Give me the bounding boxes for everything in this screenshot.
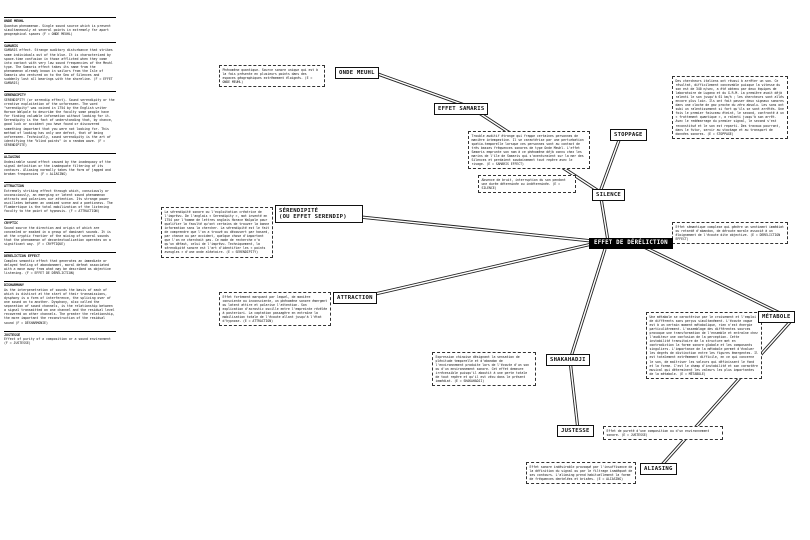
- glossary-text: Sound source the direction and origin of which are concealed or masked in a group of dominant sounds. It is at the cryptic frontier of the mixing of several sounds that the phenomenon of decontextualization operates on a significant way. (F = CRYPTIQUE): [4, 225, 111, 247]
- term-aliasing: ALIASING: [640, 463, 677, 475]
- glossary-text: Effect of purity of a composition or a sound environment (F = JUSTESSE): [4, 337, 111, 346]
- glossary-text: As the interpenetration of sounds the basis of each of which is distinct at the start of their transmissions, dysphony is a form of interference, the splicing over of one sound on to another. Dysphony, also called the separation of sound channels, is the relationship between a signal transmitted on one channel and the residual level recovered on other channels. The greater the relationship, the more important the reconstruction of the residual sound (F = DÉSHARMONIE): [4, 287, 115, 325]
- glossary-text: Extremely striking effect through which, consciously or unconsciously, an emerging or latent sound phenomenon attracts and polarizes our attention. Its strange power oscillates between an unmixed scene and a poeticness. The Flambertique is the total mobilization of the listening faculty to the point of hypnosis. (F = ATTRACTION): [4, 188, 113, 214]
- glossary-entry-justesse: [4, 331, 116, 346]
- term-serendipite: [275, 205, 363, 223]
- term-stoppage: STOPPAGE: [610, 129, 647, 141]
- glossary-term: ATTRACTION: [4, 182, 116, 188]
- term-metabole: MÉTABOLE: [758, 311, 795, 323]
- glossary-term: ALIASING: [4, 153, 116, 159]
- definition-attraction: Effet fortement marquant par lequel, de manière consciente ou inconsciente, un phénomène sonore émergent ou latent attire et polarise l'attention. Son explication d'acrostic oscille entre l'empreinte révélée à posteriori. La captation passagère en entraîne la mobilisation totale de l'écoute allant jusqu'à l'état d'hypnose. (E = ATTRACTION): [219, 292, 331, 326]
- definition-dereliction: Effet sémantique complexe qui génère un sentiment immédiat ou retardé d'abandon, de déroute morale associé à un éloignement de l'écoute dite objective. (E = DERELICTION EFFECT): [672, 222, 788, 244]
- term-onde-meuhl: ONDE MEUHL: [335, 67, 379, 79]
- glossary-text: Complex semantic effect that generates an immediate or delayed feeling of abandonment, moral defeat associated with a move away from what may be described as objective listening. (F = EFFET DE DÉRÉLICTION): [4, 258, 111, 276]
- definition-metabole: Une métabole se caractérise par le croisement et l'emploi de différents sons perçus simultanément. L'écoute vague est à un certain moment métabolique, rien n'est énergie particulièrement. L'assemblage des différentes sources provoque une transformation de l'ensemble et entraîne chez l'auditeur une confusion de la perception. Cette instabilité transitoire de la structure met en contradiction la forme sonore globale et les composants singuliers. L'importance de la métabole permet d'évaluer les degrés de distinction entre les figures émergentes. Il est totalement extrêmement difficile, en ce qui concerne le son, de maîtriser les valeurs qui définissent le fond et la forme. C'est le champ d'instabilité et son caractère musical qui déterminent les valeurs les plus importantes de la métabole. (E = MÉTABOLE): [646, 312, 762, 379]
- definition-onde-meuhl: Phénomène quantique. Source sonore unique qui est à la fois présente en plusieurs points dans des espaces géographiques extrêmement éloignés. (E = ONDE MEUHL): [219, 65, 325, 87]
- definition-aliasing: Effet sonore indésirable provoqué par l'insuffisance de la définition du signal ou par le filtrage inadéquat de ses contours. L'aliasing prend habituellement la forme de fréquences dentelées et brisées. (E = ALIASING): [526, 462, 636, 484]
- glossary-term: SAMARIS: [4, 42, 116, 48]
- glossary-term: ONDE MEUHL: [4, 17, 116, 23]
- term-justesse: JUSTESSE: [557, 425, 594, 437]
- glossary-term: DISHARMONY: [4, 281, 116, 287]
- term-shakahadji: SHAKAHADJI: [546, 354, 590, 366]
- glossary-term: DERELICTION EFFECT: [4, 252, 116, 258]
- glossary-entry-attraction: [4, 182, 116, 213]
- glossary-text: Quantum phenomenon. Single sound source which is present simultaneously at several points in extremely far apart geographical spaces (F = ONDE MEUHL): [4, 23, 111, 36]
- definition-serendipite: La sérendipité sonore ou l'exploitation créatrice de l'imprévu. De l'anglais « Serendipity », mot inventé en 1754 par l'homme de lettres anglais Horace Walpole pour qualifier la faculté qu'ont certains de trouver la bonne information sans la chercher. La sérendipité est le fait de comprendre que l'on a trouvé ou découvert par hasard, par chance ou par accident, quelque chose d'important que l'on ne cherchait pas. Ce mode de recherche n'a qu'un défaut, celui de l'imprévu. Techniquement, la sérendipité sonore est l'art d'identifier les « points aveugles » d'une onde aléatoire. (E = SERENDIPITY): [161, 207, 273, 258]
- definition-stoppage: Des chercheurs italiens ont réussi à arrêter un son. Ce résultat, difficilement concevable puisque la vitesse du son est de 340 m/sec, a été obtenu par deux équipes de laboratoire de Lugano et du G.R.M. La première avait déjà ralenti le son jusqu'à 61 km/h ; les chercheurs sont allés encore plus loin. Ils ont fait passer deux signaux sonores dans une cloche de gaz proche du zéro absolu. Les sons ont subi un ralentissement si fort qu'ils se sont arrêtés. Une fois le premier faisceau éteint, le second, confronté à un « frottement quantique », a ralenti jusqu'à son arrêt. Avec le redémarrage du premier signal, le second s'est reconstitué et le son est reparti. Des travaux pourront, dans le futur, servir au stockage et au transport de données sonores. (E = STOPPAGE): [672, 76, 788, 139]
- glossary-term: JUSTESSE: [4, 331, 116, 337]
- definition-shakahadji: Expression chinoise désignant la sensation de plénitude temporelle et d'abandon de l'environnement produite lors de l'écoute d'un son ou d'un environnement sonore. Cet effet demeure irrécessible puisqu'il aboutit à une perte totale de tout repère et qu'il est vécu dans le présent immédiat. (E = SHAKAHADJI): [432, 352, 536, 386]
- glossary-entry-onde-meuhl: [4, 17, 116, 36]
- glossary-entry-disharmony: [4, 281, 116, 324]
- glossary-text: Undesirable sound effect caused by the inadequacy of the signal definition or the inadequate filtering of its contours. Aliasing normally takes the form of jagged and broken frequencies (F = ALIASING): [4, 159, 111, 176]
- english-glossary: [4, 17, 116, 351]
- term-serendipite-line2: (OU EFFET SERENDIP): [279, 214, 347, 220]
- glossary-entry-dereliction: [4, 252, 116, 275]
- term-effet-samaris: EFFET SAMARIS: [434, 103, 488, 115]
- term-attraction: ATTRACTION: [333, 292, 377, 304]
- glossary-entry-aliasing: [4, 153, 116, 176]
- term-effet-de-dereliction: EFFET DE DÉRÉLICTION: [589, 238, 673, 249]
- term-serendipite-line1: SÉRENDIPITÉ: [279, 207, 319, 214]
- term-silence: SILENCE: [592, 189, 625, 201]
- glossary-text: SAMARIS effect. Strange auditory disturbance that strikes some individuals out of the blue. It is characterized by space-time confusion in those afflicted when they come into contact with very low sound frequencies of the Meuhl type. The Samaris effect takes its name from the phenomenon already known in sailors from the Isle of Samaris who ventured on to the Sea of Silences and suddenly lost all bearings with the shoreline. (F = EFFET SAMARIS): [4, 48, 113, 86]
- definition-silence: Absence de bruit, interruption du son pendant une durée déterminée ou indéterminée. (E = SILENCE): [478, 175, 576, 193]
- glossary-entry-serendipity: [4, 91, 116, 147]
- glossary-text: SERENDIPITY (or serendip effect). Sound serendipity or the creative exploitation of the unforeseen. The word "serendipity" was coined in 1754 by the English writer Horace Walpole to describe the faculty some people have for finding valuable information without looking for it. Serendipity is the fact of understanding that, by chance, good luck or accident you have found or discovered something important that you were not looking for. This method of looking has only one defect, that of being unforeseen. Technically, sound serendipity is the art of identifying the "blind points" in a random wave. (F = SÉRENDIPITÉ): [4, 97, 115, 147]
- definition-samaris: Trouble auditif étrange qui frappe certaines personnes de manière intempestive. Il se caractérise par une perturbation spatio-temporelle lorsque ces personnes sont au contact de très basses fréquences sonores de type Onde Meuhl. L'effet Samaris emprunte son nom à ce phénomène déjà connu chez les marins de l'île de Samaris qui s'aventuraient sur la mer des Silences et perdaient soudainement tout repère avec le rivage. (E = SAMARIS EFFECT): [468, 131, 590, 169]
- glossary-entry-samaris: [4, 42, 116, 85]
- glossary-entry-cryptic: [4, 219, 116, 246]
- glossary-term: CRYPTIC: [4, 219, 116, 225]
- definition-justesse: Effet de pureté d'une composition ou d'un environnement sonore. (E = JUSTESSE): [603, 426, 723, 440]
- glossary-term: SERENDIPITY: [4, 91, 116, 97]
